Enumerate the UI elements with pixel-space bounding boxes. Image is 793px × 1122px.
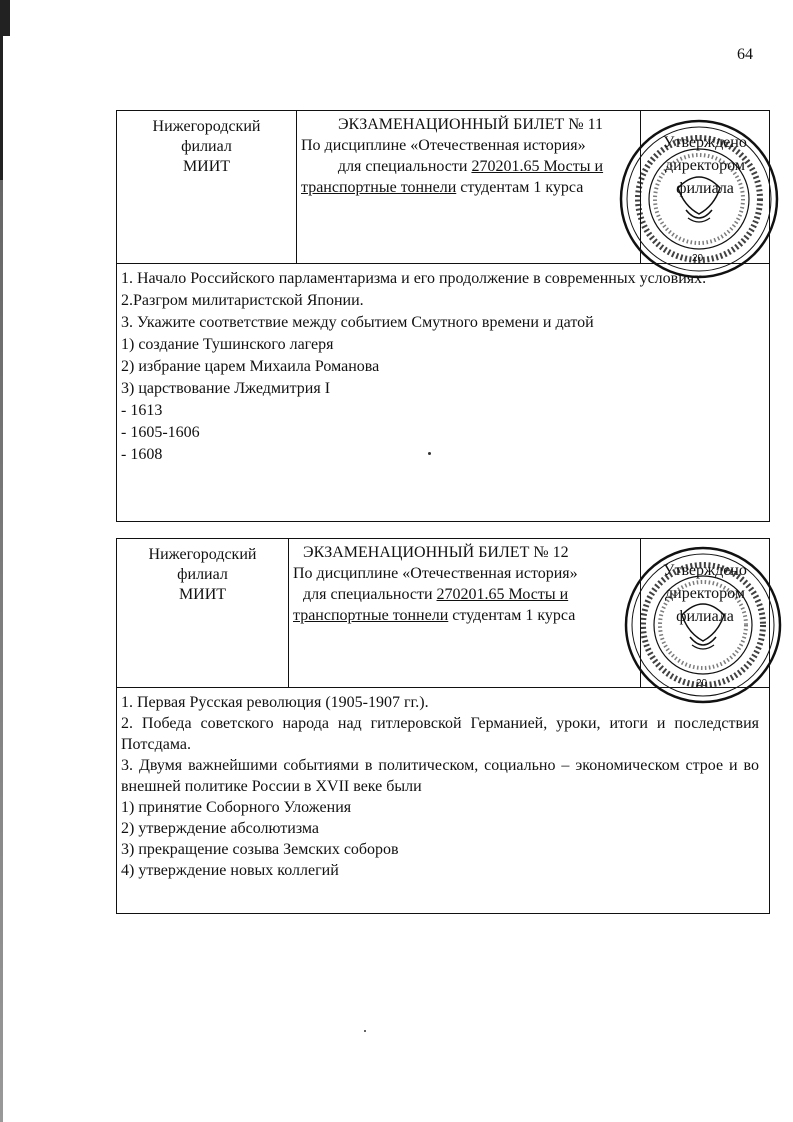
ticket-title: ЭКЗАМЕНАЦИОННЫЙ БИЛЕТ № 11 [337, 116, 603, 133]
org-line: МИИТ [178, 586, 227, 603]
option-line: 1) принятие Соборного Уложения [121, 799, 352, 816]
specialty-name: транспортные тоннели [301, 179, 457, 196]
scan-mark [0, 0, 10, 36]
approval-cell [641, 111, 769, 263]
stamp-year: 20 [696, 678, 708, 689]
title-cell [289, 539, 641, 687]
approval-line: филиала [676, 608, 734, 625]
org-line: Нижегородский [152, 118, 261, 135]
specialty-suffix: студентам 1 курса [456, 179, 584, 196]
option-line: - 1613 [121, 402, 163, 419]
org-line: Нижегородский [148, 546, 257, 563]
org-line: МИИТ [182, 158, 231, 175]
specialty-code: 270201.65 Мосты и [471, 158, 604, 175]
ticket-header [117, 111, 769, 264]
ticket-questions [117, 688, 769, 887]
option-line: 2) избрание царем Михаила Романова [121, 358, 380, 375]
option-line: 4) утверждение новых коллегий [121, 862, 339, 879]
ticket-title: ЭКЗАМЕНАЦИОННЫЙ БИЛЕТ № 12 [303, 544, 569, 561]
question-line: 1. Первая Русская революция (1905-1907 гг.). [121, 694, 429, 711]
stamp-year: 20 [692, 253, 704, 264]
discipline-line: По дисциплине «Отечественная история» [301, 137, 586, 154]
option-line: - 1605-1606 [121, 424, 200, 441]
specialty-suffix: студентам 1 курса [448, 607, 576, 624]
option-line: 3) царствование Лжедмитрия I [121, 380, 331, 397]
ticket-questions [117, 264, 769, 472]
approval-line: директором [665, 585, 745, 602]
option-line: 1) создание Тушинского лагеря [121, 336, 334, 353]
exam-ticket-12 [116, 538, 770, 914]
org-cell [117, 539, 289, 687]
discipline-line: По дисциплине «Отечественная история» [293, 565, 578, 582]
approval-line: Утверждено [663, 562, 747, 579]
scan-edge [0, 0, 3, 1122]
specialty-line-2 [301, 177, 640, 198]
specialty-code: 270201.65 Мосты и [436, 586, 569, 603]
question-line: 1. Начало Российского парламентаризма и его продолжение в современных условиях. [121, 270, 707, 287]
question-line: 3. Укажите соответствие между событием Смутного времени и датой [121, 314, 594, 331]
scan-speck [428, 452, 431, 455]
scan-speck [364, 1030, 366, 1032]
ticket-header [117, 539, 769, 688]
question-line: 2.Разгром милитаристской Японии. [121, 292, 364, 309]
approval-line: Утверждено [663, 134, 747, 151]
org-line: филиал [177, 566, 228, 583]
approval-line: филиала [676, 180, 734, 197]
question-line: 2. Победа советского народа над гитлеровской Германией, уроки, итоги и последствия Потсдама. [121, 715, 759, 753]
org-line: филиал [181, 138, 232, 155]
specialty-prefix: для специальности [303, 586, 437, 603]
page-number: 64 [737, 46, 753, 63]
specialty-prefix: для специальности [337, 158, 472, 175]
exam-ticket-11 [116, 110, 770, 522]
approval-cell [641, 539, 769, 687]
title-cell [297, 111, 641, 263]
specialty-line [293, 584, 640, 605]
specialty-line-2 [293, 605, 640, 626]
option-line: - 1608 [121, 446, 163, 463]
specialty-name: транспортные тоннели [293, 607, 449, 624]
approval-line: директором [665, 157, 745, 174]
question-line: 3. Двумя важнейшими событиями в политическом, социально – экономическом строе и во внешней политике России в XVII веке были [121, 757, 759, 795]
option-line: 2) утверждение абсолютизма [121, 820, 320, 837]
specialty-line [301, 156, 640, 177]
org-cell [117, 111, 297, 263]
option-line: 3) прекращение созыва Земских соборов [121, 841, 399, 858]
